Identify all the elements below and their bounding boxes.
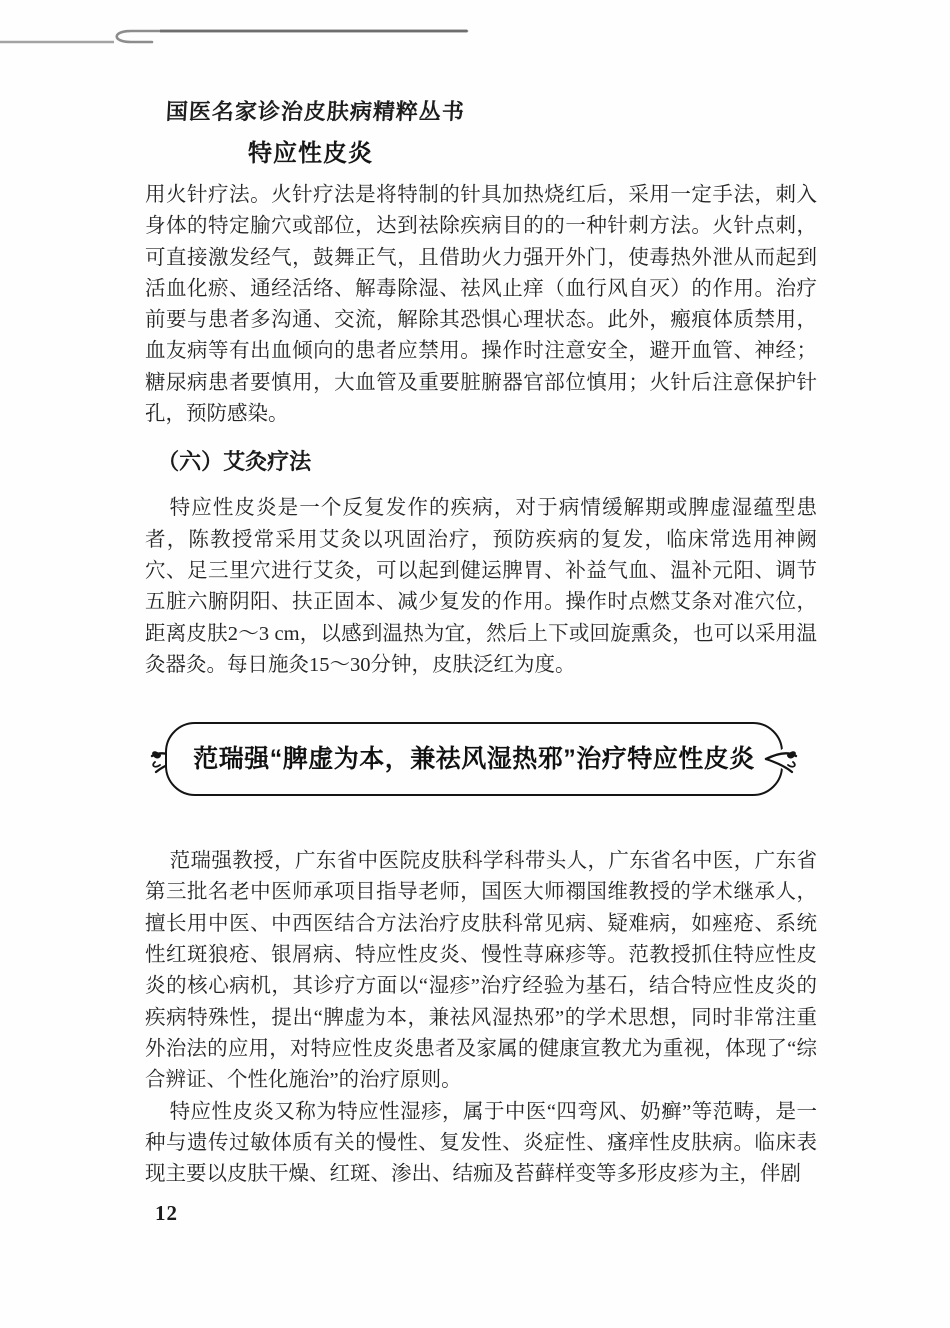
fancy-title-box [165, 722, 783, 796]
flourish-right-icon [764, 741, 802, 777]
page-number: 12 [155, 1201, 178, 1225]
paragraph-fan-intro: 范瑞强教授，广东省中医院皮肤科学科带头人，广东省名中医，广东省第三批名老中医师承项目指导老师，国医大师禤国维教授的学术继承人，擅长用中医、中西医结合方法治疗皮肤科常见病、疑难病，如痤疮、系统性红斑狼疮、银屑病、特应性皮炎、慢性荨麻疹等。范教授抓住特应性皮炎的核心病机，其诊疗方面以“湿疹”治疗经验为基石，结合特应性皮炎的疾病特殊性，提出“脾虚为本，兼祛风湿热邪”的学术思想，同时非常注重外治法的应用，对特应性皮炎患者及家属的健康宣教尤为重视，体现了“综合辨证、个性化施治”的治疗原则。 [145, 850, 817, 1092]
header-ribbon-rule-icon [0, 0, 950, 56]
section-heading-moxibustion: （六）艾灸疗法 [157, 449, 312, 475]
paragraph-fire-needle: 用火针疗法。火针疗法是将特制的针具加热烧红后，采用一定手法，刺入身体的特定腧穴或部位，达到祛除疾病目的的一种针刺方法。火针点刺，可直接激发经气，鼓舞正气，且借助火力强开外门，使毒热外泄从而起到活血化瘀、通经活络、解毒除湿、祛风止痒（血行风自灭）的作用。治疗前要与患者多沟通、交流，解除其恐惧心理状态。此外，瘢痕体质禁用，血友病等有出血倾向的患者应禁用。操作时注意安全，避开血管、神经；糖尿病患者要慎用，大血管及重要脏腑器官部位慎用；火针后注意保护针孔，预防感染。 [145, 184, 817, 426]
paragraph-ad-overview: 特应性皮炎又称为特应性湿疹，属于中医“四弯风、奶癣”等范畴，是一种与遗传过敏体质有关的慢性、复发性、炎症性、瘙痒性皮肤病。临床表现主要以皮肤干燥、红斑、渗出、结痂及苔藓样变等多形皮疹为主，伴剧 [145, 1100, 817, 1186]
paragraph-moxibustion: 特应性皮炎是一个反复发作的疾病，对于病情缓解期或脾虚湿蕴型患者，陈教授常采用艾灸以巩固治疗，预防疾病的复发，临床常选用神阙穴、足三里穴进行艾灸，可以起到健运脾胃、补益气血、温补元阳、调节五脏六腑阴阳、扶正固本、减少复发的作用。操作时点燃艾条对准穴位，距离皮肤2～3 cm，以感到温热为宜，然后上下或回旋熏灸，也可以采用温灸器灸。每日施灸15～30分钟，皮肤泛红为度。 [145, 497, 817, 676]
page-body [145, 180, 817, 1190]
fancy-title-banner [159, 722, 789, 796]
fancy-title-text: 范瑞强“脾虚为本，兼祛风湿热邪”治疗特应性皮炎 [193, 744, 755, 773]
series-title: 国医名家诊治皮肤病精粹丛书 [165, 99, 466, 124]
chapter-title: 特应性皮炎 [248, 140, 373, 167]
